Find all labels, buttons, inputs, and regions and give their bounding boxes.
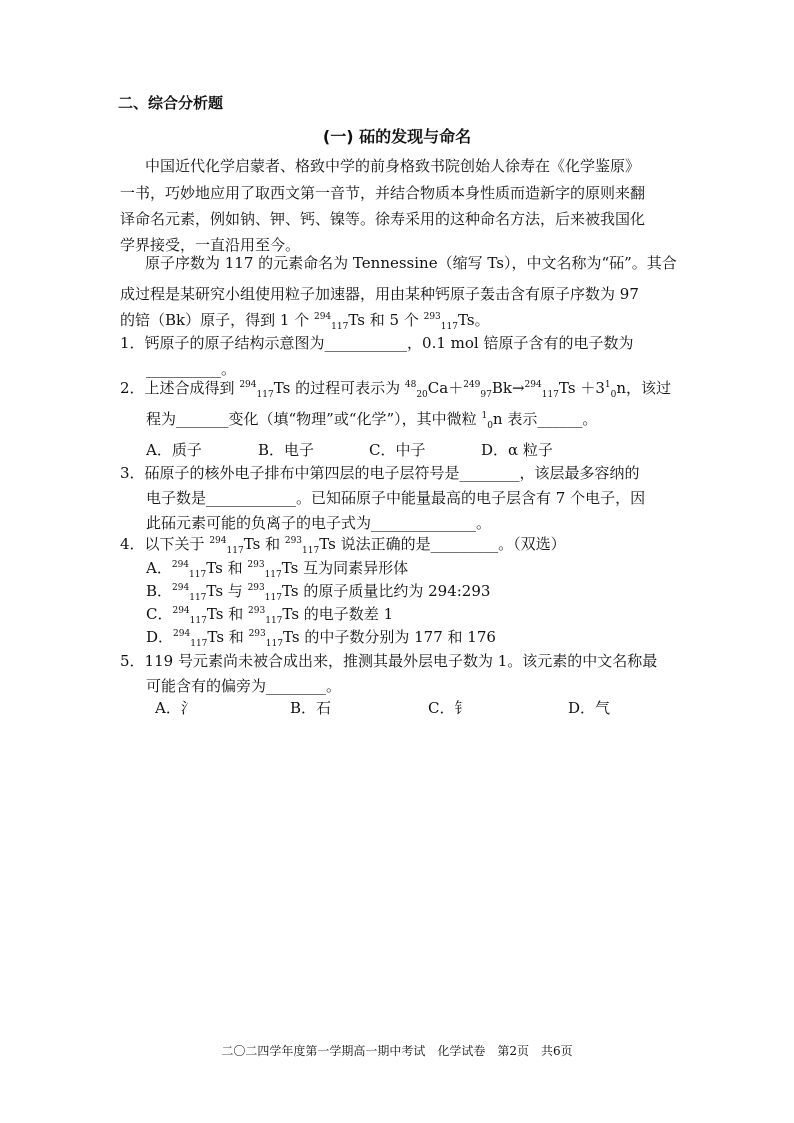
passage-para2-line1: 原子序数为 117 的元素命名为 Tennessine（缩写 Ts），中文名称为“砳”。其合 xyxy=(145,254,677,272)
question-4-stem: 4．以下关于 $^{294}_{117}$Ts 和 $^{293}_{117}$Ts 说法正确的是_________。（双选） xyxy=(120,535,566,556)
passage-para1-line3: 译命名元素，例如钠、钾、钙、镍等。徐寿采用的这种命名方法，后来被我国化 xyxy=(120,210,646,228)
question-2-option-c: C．中子 xyxy=(369,441,426,459)
nuclide-ts294: $^{294}_{117}$Ts xyxy=(239,379,291,400)
question-1-line2: __________。 xyxy=(146,360,237,378)
nuclide-ts294: $^{294}_{117}$Ts xyxy=(173,628,225,649)
nuclide-ts293: $^{293}_{117}$Ts xyxy=(284,535,336,556)
nuclide-ts293: $^{293}_{117}$Ts xyxy=(248,628,300,649)
passage-para1-line1: 中国近代化学启蒙者、格致中学的前身格致书院创始人徐寿在《化学鉴原》 xyxy=(145,157,641,175)
nuclide-neutron: $^1_0$n xyxy=(604,379,626,400)
nuclide-ts293: $^{293}_{117}$Ts xyxy=(247,582,299,603)
nuclide-ca48: $^{48}_{20}$Ca xyxy=(404,379,449,400)
question-4-option-a: A．$^{294}_{117}$Ts 和 $^{293}_{117}$Ts 互为同素异形体 xyxy=(146,559,409,580)
question-4-option-b: B．$^{294}_{117}$Ts 与 $^{293}_{117}$Ts 的原子质量比约为 294:293 xyxy=(146,582,491,603)
question-4-option-c: C．$^{294}_{117}$Ts 和 $^{293}_{117}$Ts 的电子数差 1 xyxy=(146,605,394,626)
nuclide-ts293: $^{293}_{117}$Ts xyxy=(248,605,300,626)
nuclide-neutron: $^1_0$n xyxy=(481,410,503,431)
nuclide-ts293: $^{293}_{117}$Ts xyxy=(247,559,299,580)
question-4-option-d: D．$^{294}_{117}$Ts 和 $^{293}_{117}$Ts 的中子数分别为 177 和 176 xyxy=(146,628,496,649)
passage-para2-line3: 的锫（Bk）原子，得到 1 个 $^{294}_{117}$Ts 和 5 个 $^{293}_{117}$Ts。 xyxy=(120,311,490,332)
nuclide-ts293: $^{293}_{117}$Ts xyxy=(423,311,475,332)
passage-para1-line4: 学界接受，一直沿用至今。 xyxy=(120,236,301,254)
question-3-line1: 3．砳原子的核外电子排布中第四层的电子层符号是________，该层最多容纳的 xyxy=(120,464,640,482)
page-footer: 二〇二四学年度第一学期高一期中考试 化学试卷 第2页 共6页 xyxy=(221,1044,573,1058)
question-5-option-c: C．钅 xyxy=(428,699,470,717)
nuclide-ts294: $^{294}_{117}$Ts xyxy=(209,535,261,556)
question-2-option-a: A．质子 xyxy=(146,441,202,459)
question-5-option-d: D．气 xyxy=(568,699,611,717)
nuclide-ts294: $^{294}_{117}$Ts xyxy=(172,582,224,603)
question-5-option-b: B．石 xyxy=(290,699,332,717)
nuclide-ts294: $^{294}_{117}$Ts xyxy=(172,605,224,626)
question-2-option-d: D．α 粒子 xyxy=(481,441,553,459)
question-3-line3: 此砳元素可能的负离子的电子式为______________。 xyxy=(146,514,492,532)
section-title: 二、综合分析题 xyxy=(118,94,224,112)
nuclide-ts294: $^{294}_{117}$Ts xyxy=(171,559,223,580)
question-1-line1: 1．钙原子的原子结构示意图为___________，0.1 mol 锫原子含有的电子数为 xyxy=(120,334,634,352)
question-2-option-b: B．电子 xyxy=(258,441,315,459)
passage-title: (一) 砳的发现与命名 xyxy=(322,127,472,146)
nuclide-ts294: $^{294}_{117}$Ts xyxy=(524,379,576,400)
question-3-line2: 电子数是____________。已知砳原子中能量最高的电子层含有 7 个电子，因 xyxy=(146,489,646,507)
passage-para2-line2: 成过程是某研究小组使用粒子加速器，用由某种钙原子轰击含有原子序数为 97 xyxy=(120,285,639,303)
nuclide-ts294: $^{294}_{117}$Ts xyxy=(313,311,365,332)
question-2-line2: 程为_______变化（填“物理”或“化学”），其中微粒 $^1_0$n 表示______。 xyxy=(146,410,598,431)
question-5-option-a: A．氵 xyxy=(155,699,196,717)
question-5-line1: 5．119 号元素尚未被合成出来，推测其最外层电子数为 1。该元素的中文名称最 xyxy=(120,652,658,670)
question-5-line2: 可能含有的偏旁为________。 xyxy=(146,677,342,695)
nuclide-bk249: $^{249}_{97}$Bk xyxy=(463,379,512,400)
question-2-line1: 2．上述合成得到 $^{294}_{117}$Ts 的过程可表示为 $^{48}_{20}Ca+^{249}_{97}Bk\to^{294}_{117}Ts +3^1_0n$，该过 xyxy=(120,379,672,400)
passage-para1-line2: 一书，巧妙地应用了取西文第一音节，并结合物质本身性质而造新字的原则来翻 xyxy=(120,184,646,202)
